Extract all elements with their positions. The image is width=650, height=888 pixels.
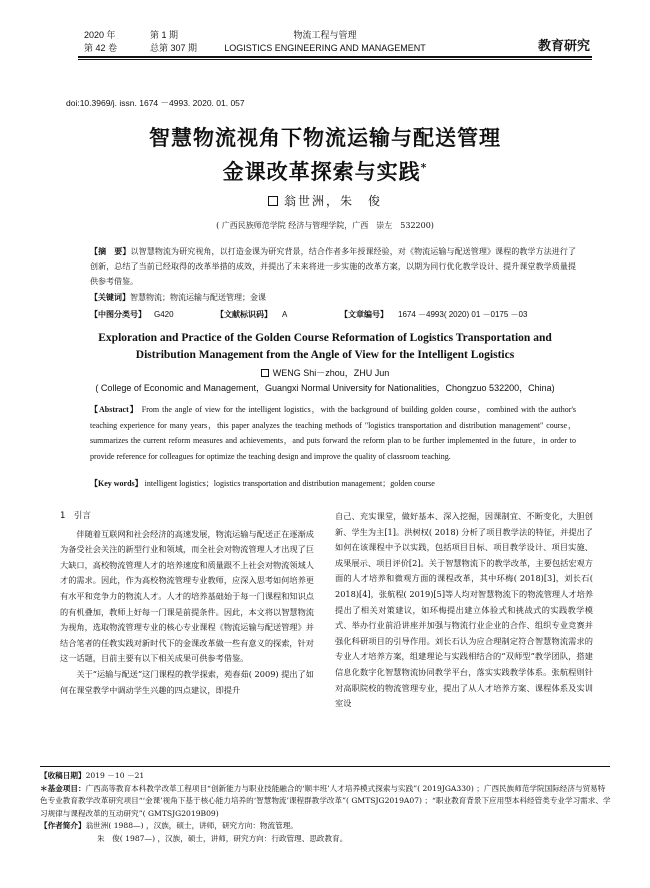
clc-number	[90, 309, 174, 320]
keywords-zh-label: 【关键词】	[90, 293, 130, 302]
author-box-icon-en	[261, 369, 269, 377]
journal-name-en: LOGISTICS ENGINEERING AND MANAGEMENT	[224, 43, 426, 53]
doc-code-label: 【文献标识码】	[216, 310, 272, 319]
article-number-label: 【文章编号】	[340, 310, 388, 319]
article-number-value: 1674 －4993( 2020) 01 －0175 －03	[398, 310, 528, 319]
keywords-en-text: intelligent logistics；logistics transportation and distribution management；golden course	[144, 479, 435, 488]
paper-title-line2-text: 金课改革探索与实践	[222, 159, 421, 184]
footnote-rule	[40, 766, 610, 767]
bio-author2: 朱 俊( 1987—) ，汉族，硕士，讲师，研究方向：行政管理、思政教育。	[97, 833, 348, 843]
keywords-zh-text: 智慧物流；物流运输与配送管理；金课	[130, 293, 266, 302]
total-issue-label: 总第 307 期	[150, 43, 198, 53]
clc-label: 【中图分类号】	[90, 310, 146, 319]
abstract-en-label: 【Abstract】	[90, 405, 139, 414]
body-column-left	[60, 509, 314, 698]
abstract-zh-text: 以智慧物流为研究视角，以打造金课为研究背景，结合作者多年授课经验，对《物流运输与配送管理》课程的教学方法进行了创新，总结了当前已经取得的改革举措的成效，并提出了未来将进一步实施的改革方案，以期为同行优化教学设计、提升课堂教学质量提供参考借鉴。	[90, 247, 577, 286]
authors-zh	[60, 192, 590, 209]
fund-info	[40, 783, 612, 821]
title-footnote-mark: *	[420, 161, 428, 174]
fund-text: 广西高等教育本科教学改革工程项目“创新能力与职业技能融合的‘顺丰班’人才培养模式探索与实践”( 2019JGA330) ；广西民族师范学院国际经济与贸易特色专业教育教学改革研究项目“‘金课’视角下基于核心能力培养的‘智慧物流’课程群教学改革”( GMTSJG2019A07) ；“职业教育背景下应用型本科经管类专业学习需求、学习规律与课程改革的互动研究”( GMTSJG2019B09)	[40, 783, 611, 818]
doc-code-value: A	[282, 310, 288, 319]
section-heading: 1 引言	[60, 511, 91, 521]
paper-title-line1: 智慧物流视角下物流运输与配送管理	[149, 125, 501, 150]
abstract-zh-label: 【摘 要】	[90, 247, 131, 256]
year-label: 2020 年	[84, 30, 116, 40]
paper-title-en	[70, 330, 580, 364]
column-label: 教育研究	[537, 39, 590, 54]
authors-en-text: WENG Shi－zhou，ZHU Jun	[272, 368, 390, 378]
paper-title-line2	[60, 156, 590, 186]
keywords-zh	[90, 292, 266, 303]
body-paragraph: 自己、充实课堂，做好基本、深入挖掘，因课制宜、不断变化，大胆创新、学生为主[1]。洪树权( 2018) 分析了项目教学法的特征，并提出了如何在该课程中予以实践，包括项目目标、项目教学设计、项目实施、成果展示、项目评价[2]。关于智慧物流下的教学改革，主要包括宏观方面的人才培养和微观方面的课程改革，其中环梅( 2018)[3]，刘长石( 2018)[4]，张航程( 2019)[5]等人均对智慧物流下的物流管理人才培养提出了相关对策建议，如环梅提出建立体验式和挑战式的实践教学模式、举办行业前沿讲座并加强与物流行业企业的合作、组织专业竞赛并强化科研项目的引导作用。刘长石认为应合理制定符合智慧物流需求的专业人才培养方案，组建理论与实践相结合的“双师型”教学团队，搭建信息化数字化智慧物流协同教学平台，落实实践教学体系。张航程则针对高职院校的物流管理专业，提出了从人才培养方案、课程体系及实训室设	[335, 511, 593, 709]
doi: doi:10.3969/j. issn. 1674 －4993. 2020. 01. 057	[66, 98, 245, 108]
bio-label: 【作者简介】	[40, 821, 86, 830]
article-number	[340, 309, 527, 320]
affiliation-zh: ( 广西民族师范学院 经济与管理学院，广西 崇左 532200)	[216, 221, 434, 230]
header-rule	[78, 56, 592, 58]
journal-name-zh: 物流工程与管理	[293, 30, 357, 40]
clc-value: G420	[154, 310, 174, 319]
received-value: 2019 －10 －21	[85, 771, 145, 780]
authors-zh-text: 翁世洲，朱 俊	[283, 194, 382, 208]
authors-en	[60, 366, 590, 379]
journal-issue-info	[84, 29, 197, 55]
doc-code	[216, 309, 287, 320]
footnotes	[40, 770, 612, 845]
paper-title-en-line1: Exploration and Practice of the Golden Course Reformation of Logistics Transportation and	[98, 332, 552, 344]
paper-title-en-line2: Distribution Management from the Angle of View for the Intelligent Logistics	[135, 349, 515, 361]
header-rule-thin	[78, 59, 592, 60]
body-paragraph: 伴随着互联网和社会经济的高速发展，物流运输与配送正在逐渐成为备受社会关注的新型行业和领域，而全社会对物流管理人才出现了巨大缺口，高校物流管理人才的培养速度和质量跟不上社会对物流领域人才的需求。因此，作为高校物流管理专业教师，应深入思考如何培养更有水平和竞争力的物流人才。人才的培养基础始于每一门课程和知识点的有机叠加，教师上好每一门课是前提条件。因此，本文将以智慧物流为视角，选取物流管理专业的核心专业课程《物流运输与配送管理》并结合笔者的任教实践对新时代下的金课改革做一些有意义的探索，针对这一话题，目前主要有以下相关成果可供参考借鉴。	[60, 528, 314, 664]
keywords-en-label: 【Key words】	[90, 479, 143, 488]
body-paragraph: 关于“运输与配送”这门课程的教学探索，苑春茹( 2009) 提出了如何在课堂教学中调动学生兴趣的四点建议，即提升	[60, 668, 314, 695]
abstract-en-text: From the angle of view for the intelligent logistics，with the background of building golden course，combined with the author's teaching experience for many years，this paper analyzes the teaching methods of "logistics transportation and distribution management" course，summarizes the current reform measures and achievements，and puts forward the reform plan to be further implemented in the future，in order to provide reference for colleagues for optimize the teaching design and improve the quality of classroom teaching.	[90, 405, 576, 461]
author-bio	[40, 820, 612, 833]
abstract-en	[90, 402, 576, 464]
body-column-right	[335, 509, 593, 712]
affiliation-en: ( College of Economic and Management，Guangxi Normal University for Nationalities，Chongzuo 532200，China)	[95, 383, 555, 393]
journal-name	[200, 29, 450, 55]
bio-author1: 翁世洲( 1988—) ，汉族，硕士，讲师，研究方向：物流管理。	[85, 821, 298, 830]
keywords-en	[90, 478, 576, 489]
fund-label: ＊基金项目：	[40, 783, 86, 793]
received-label: 【收稿日期】	[40, 771, 86, 780]
issue-label: 第 1 期	[150, 30, 179, 40]
author-box-icon	[268, 196, 278, 206]
received-date	[40, 770, 612, 783]
abstract-zh	[90, 244, 576, 289]
volume-label: 第 42 卷	[84, 43, 118, 53]
